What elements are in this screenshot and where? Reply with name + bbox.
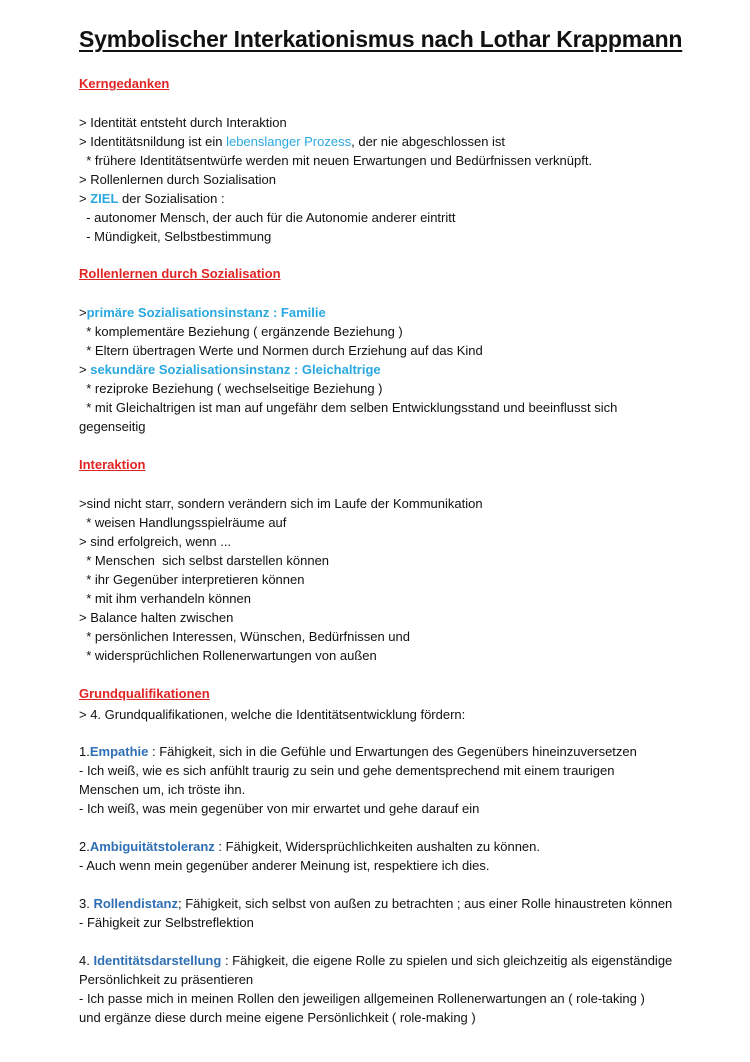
text-line: > Balance halten zwischen bbox=[79, 610, 234, 625]
text-line: * Menschen sich selbst darstellen können bbox=[79, 553, 330, 568]
text-line: * mit Gleichaltrigen ist man auf ungefähr dem selben Entwicklungsstand und beeinflusst sich bbox=[79, 400, 618, 415]
section-heading-rollenlernen: Rollenlernen durch Sozialisation bbox=[79, 266, 281, 281]
qualification-2: 2.Ambiguitätstoleranz : Fähigkeit, Widersprüchlichkeiten aushalten zu können. bbox=[79, 839, 540, 854]
text-line: gegenseitig bbox=[79, 419, 146, 434]
highlight-term: lebenslanger Prozess bbox=[226, 134, 352, 149]
highlight-term: primäre Sozialisationsinstanz : Familie bbox=[86, 305, 326, 320]
text-line: * widersprüchlichen Rollenerwartungen von außen bbox=[79, 648, 377, 663]
text-line: und ergänze diese durch meine eigene Persönlichkeit ( role-making ) bbox=[79, 1010, 476, 1025]
text-line: * komplementäre Beziehung ( ergänzende Beziehung ) bbox=[79, 324, 403, 339]
text-line: Persönlichkeit zu präsentieren bbox=[79, 972, 254, 987]
text-line: > Identität entsteht durch Interaktion bbox=[79, 115, 287, 130]
text-line: >sind nicht starr, sondern verändern sich im Laufe der Kommunikation bbox=[79, 496, 483, 511]
text-line: > 4. Grundqualifikationen, welche die Identitätsentwicklung fördern: bbox=[79, 707, 466, 722]
qualification-1: 1.Empathie : Fähigkeit, sich in die Gefühle und Erwartungen des Gegenübers hineinzuversetzen bbox=[79, 744, 637, 759]
section-heading-kerngedanken: Kerngedanken bbox=[79, 76, 170, 91]
qualification-4: 4. Identitätsdarstellung : Fähigkeit, die eigene Rolle zu spielen und sich gleichzeitig als eigenständige bbox=[79, 953, 673, 968]
qualification-term: Identitätsdarstellung bbox=[93, 953, 222, 968]
text-line: - Ich weiß, wie es sich anfühlt traurig zu sein und gehe dementsprechend mit einem traurigen bbox=[79, 763, 615, 778]
text-line: - Ich weiß, was mein gegenüber von mir erwartet und gehe darauf ein bbox=[79, 801, 480, 816]
highlight-term: sekundäre Sozialisationsinstanz : Gleichaltrige bbox=[90, 362, 381, 377]
text-line: - Fähigkeit zur Selbstreflektion bbox=[79, 915, 254, 930]
qualification-term: Empathie bbox=[89, 744, 149, 759]
text-line: * ihr Gegenüber interpretieren können bbox=[79, 572, 305, 587]
text-line: - autonomer Mensch, der auch für die Autonomie anderer eintritt bbox=[79, 210, 456, 225]
qualification-term: Ambiguitätstoleranz bbox=[89, 839, 215, 854]
qualification-term: Rollendistanz bbox=[93, 896, 178, 911]
section-heading-grundqualifikationen: Grundqualifikationen bbox=[79, 686, 210, 701]
text-line: * frühere Identitätsentwürfe werden mit neuen Erwartungen und Bedürfnissen verknüpft. bbox=[79, 153, 593, 168]
text-line: - Auch wenn mein gegenüber anderer Meinung ist, respektiere ich dies. bbox=[79, 858, 490, 873]
text-line: * persönlichen Interessen, Wünschen, Bedürfnissen und bbox=[79, 629, 410, 644]
section-heading-interaktion: Interaktion bbox=[79, 457, 146, 472]
highlight-term: ZIEL bbox=[90, 191, 119, 206]
text-line: * mit ihm verhandeln können bbox=[79, 591, 251, 606]
text-line: > sind erfolgreich, wenn ... bbox=[79, 534, 232, 549]
text-line: - Mündigkeit, Selbstbestimmung bbox=[79, 229, 272, 244]
text-line: - Ich passe mich in meinen Rollen den jeweiligen allgemeinen Rollenerwartungen an ( role-taking ) bbox=[79, 991, 645, 1006]
text-line: * Eltern übertragen Werte und Normen durch Erziehung auf das Kind bbox=[79, 343, 483, 358]
text-line: > sekundäre Sozialisationsinstanz : Gleichaltrige bbox=[79, 362, 381, 377]
text-line: * reziproke Beziehung ( wechselseitige Beziehung ) bbox=[79, 381, 383, 396]
page-title: Symbolischer Interkationismus nach Lothar Krappmann bbox=[79, 26, 683, 52]
text-line: Menschen um, ich tröste ihn. bbox=[79, 782, 246, 797]
text-line: * weisen Handlungsspielräume auf bbox=[79, 515, 287, 530]
text-line: >primäre Sozialisationsinstanz : Familie bbox=[79, 305, 326, 320]
text-line: > Identitätsnildung ist ein lebenslanger Prozess, der nie abgeschlossen ist bbox=[79, 134, 506, 149]
text-line: > ZIEL der Sozialisation : bbox=[79, 191, 225, 206]
qualification-3: 3. Rollendistanz; Fähigkeit, sich selbst von außen zu betrachten ; aus einer Rolle hinaustreten können bbox=[79, 896, 673, 911]
text-line: > Rollenlernen durch Sozialisation bbox=[79, 172, 276, 187]
